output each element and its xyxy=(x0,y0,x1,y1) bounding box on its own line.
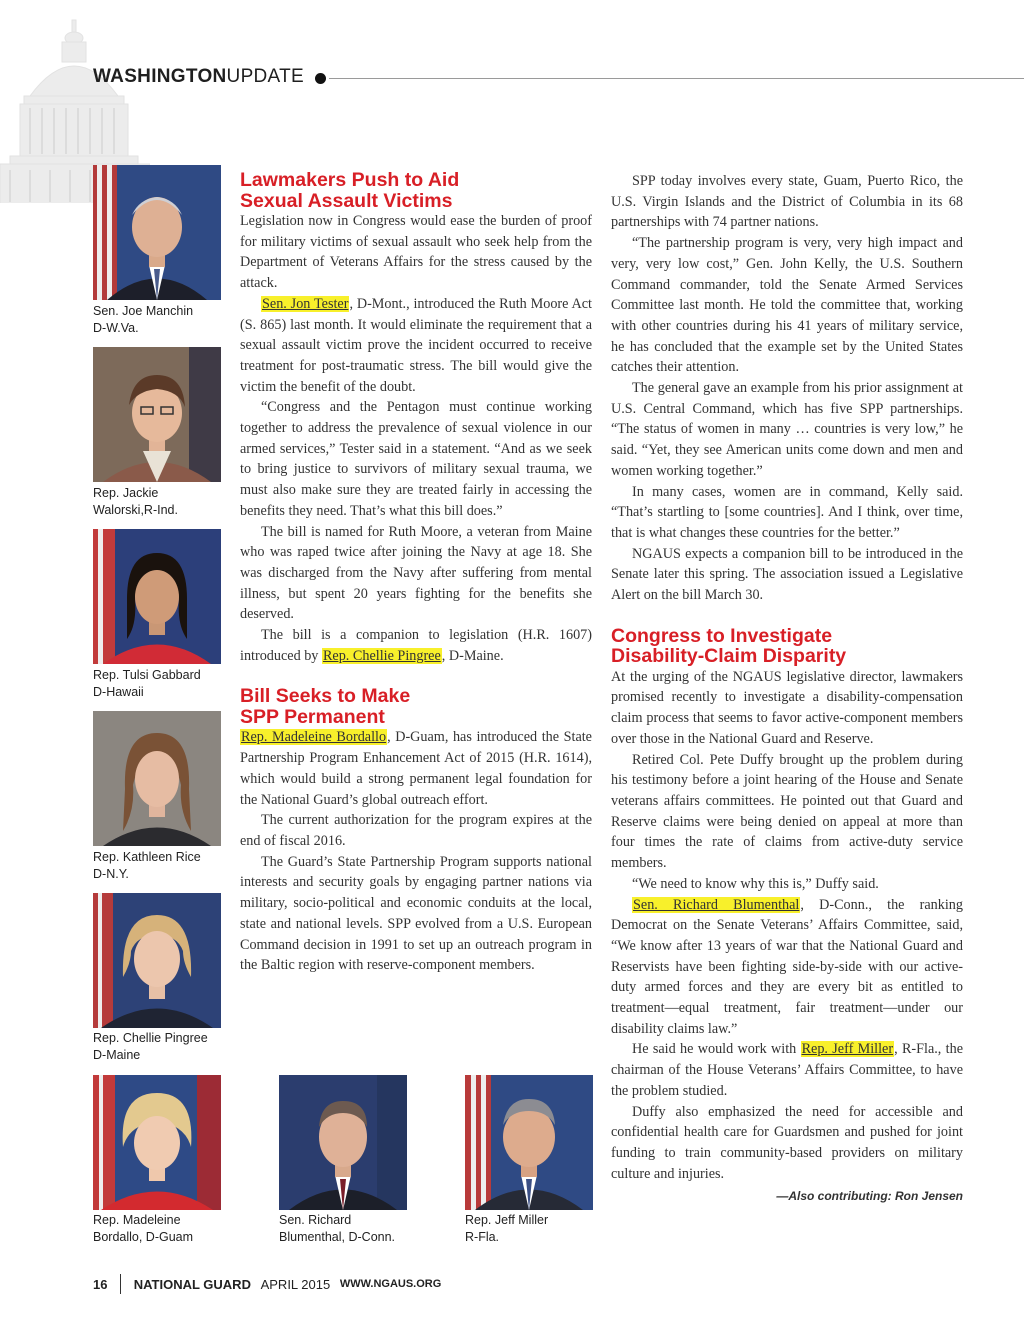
article-paragraph: Legislation now in Congress would ease the burden of proof for military victims of sexual assault who seek help from the Department of Veterans Affairs for the stress caused by the attack. xyxy=(240,213,592,292)
section-title-bold: WASHINGTON xyxy=(93,66,227,87)
highlighted-name: Rep. Jeff Miller xyxy=(801,1041,894,1058)
portrait-name: Rep. Madeleine xyxy=(93,1213,181,1227)
portrait-photo-pingree xyxy=(93,893,221,1028)
portrait-caption-miller xyxy=(465,1212,615,1246)
footer-divider xyxy=(120,1274,121,1294)
section-header xyxy=(93,66,1024,92)
highlighted-name: Sen. Jon Tester xyxy=(262,295,349,312)
portrait-caption-rice xyxy=(93,849,243,883)
portrait-name: Rep. Jackie xyxy=(93,486,159,500)
article-paragraph: The current authorization for the program expires at the end of fiscal 2016. xyxy=(240,812,592,849)
portrait-photo-rice xyxy=(93,711,221,846)
paragraph-text: He said he would work with xyxy=(632,1041,801,1058)
article-paragraph: Retired Col. Pete Duffy brought up the problem during his testimony before a joint hearing of the House and Senate veterans affairs committees. He pointed out that Guard and Reserve claims were being denied on appeal at more than four times the rate of claims from active-duty service members. xyxy=(611,751,963,872)
article-paragraph xyxy=(240,727,592,810)
article-paragraph: “Congress and the Pentagon must continue working together to address the prevalence of sexual violence in our armed services,” Tester said in a statement. “And as we seek to bring justice to survivors of military sexual trauma, we must also make sure they are treated fairly in accessing the benefits they need. That’s what this bill does.” xyxy=(240,399,592,519)
article-paragraph: NGAUS expects a companion bill to be introduced in the Senate later this spring. The association issued a Legislative Alert on the bill March 30. xyxy=(611,545,963,604)
portrait-caption-walorski xyxy=(93,485,243,519)
article-paragraph xyxy=(611,895,963,1040)
highlighted-name: Sen. Richard Blumenthal xyxy=(633,896,800,913)
article-paragraph: “The partnership program is very, very high impact and very, very low cost,” Gen. John Kelly, the U.S. Southern Command commander, told the Senate Armed Services Committee last month. He told the committee that, working with other countries during his 41 years of military service, he has concluded that the example set by the United States catches their attention. xyxy=(611,235,963,376)
article-paragraph: At the urging of the NGAUS legislative director, lawmakers promised recently to investigate a disability-compensation claim process that seems to favor active-component members over those in the National Guard and Reserve. xyxy=(611,668,963,747)
portrait-photo-blumenthal xyxy=(279,1075,407,1210)
portrait-caption-gabbard xyxy=(93,667,243,701)
contributor-credit: —Also contributing: Ron Jensen xyxy=(776,1189,963,1204)
article-paragraph xyxy=(611,1039,963,1101)
header-rule xyxy=(329,78,1024,79)
portrait-caption-pingree xyxy=(93,1030,243,1064)
portrait-party: Walorski,R-Ind. xyxy=(93,503,178,517)
article-paragraph: The bill is named for Ruth Moore, a veteran from Maine who was raped twice after joining the Navy at age 18. She was discharged from the Navy after suffering from mental illness, but spent 20 years fighting for the benefits she deserved. xyxy=(240,523,592,623)
header-bullet xyxy=(315,73,326,84)
article-headline-sexual-assault xyxy=(240,170,592,211)
portrait-party: Bordallo, D-Guam xyxy=(93,1230,194,1244)
paragraph-text: , D-Maine. xyxy=(441,647,504,664)
right-column xyxy=(611,171,963,1207)
article-headline-disability xyxy=(611,626,963,667)
website-link[interactable]: WWW.NGAUS.ORG xyxy=(339,1278,442,1290)
portrait-name: Rep. Tulsi Gabbard xyxy=(93,668,201,682)
paragraph-text: , D-Guam, has introduced the State Partnership Program Enhancement Act of 2015 (H.R. 1614), which would build a strong permanent legal foundation for the National Guard’s global outreach effort. xyxy=(240,729,592,808)
section-title xyxy=(93,66,304,88)
headline-line: Lawmakers Push to Aid xyxy=(240,169,460,191)
page-number: 16 xyxy=(93,1276,108,1292)
highlighted-name: Rep. Madeleine Bordallo xyxy=(241,729,387,746)
portrait-caption-bordallo xyxy=(93,1212,243,1246)
portrait-photo-gabbard xyxy=(93,529,221,664)
paragraph-text: , D-Conn., the ranking Democrat on the Senate Veterans’ Affairs Committee, said, “We know after 13 years of war that the National Guard and Reservists have been fighting side-by-side with our active-duty armed forces and they are every bit as entitled to treatment—equal treatment, fair treatment—under our disability claims law.” xyxy=(611,896,963,1037)
portrait-party: D-Maine xyxy=(93,1048,141,1062)
portrait-party: R-Fla. xyxy=(465,1230,500,1244)
portrait-name: Sen. Joe Manchin xyxy=(93,304,194,318)
issue-date: APRIL 2015 xyxy=(260,1276,331,1292)
headline-line: SPP Permanent xyxy=(240,705,385,728)
article-paragraph: The Guard’s State Partnership Program supports national interests and security goals by engaging partner nations via military, socio-political and economic conduits at the local, state and national levels. SPP evolved from a U.S. European Command decision in 1991 to set up an outreach program in the Baltic region with reserve-component members. xyxy=(240,853,592,974)
portrait-name: Rep. Jeff Miller xyxy=(465,1213,549,1227)
paragraph-text: , R-Fla., the chairman of the House Veterans’ Affairs Committee, to have the problem studied. xyxy=(611,1041,964,1099)
portrait-party: Blumenthal, D-Conn. xyxy=(279,1230,396,1244)
portrait-caption-manchin xyxy=(93,303,243,337)
portrait-photo-bordallo xyxy=(93,1075,221,1210)
magazine-name: NATIONAL GUARD xyxy=(133,1276,251,1292)
portrait-caption-blumenthal xyxy=(279,1212,429,1246)
article-headline-spp xyxy=(240,686,592,727)
article-paragraph xyxy=(240,625,592,666)
portrait-name: Rep. Kathleen Rice xyxy=(93,850,201,864)
article-paragraph: SPP today involves every state, Guam, Puerto Rico, the U.S. Virgin Islands and the District of Columbia in its 68 partnerships with 74 partner nations. xyxy=(611,173,963,231)
portrait-photo-manchin xyxy=(93,165,221,300)
section-title-light: UPDATE xyxy=(226,66,305,87)
portrait-photo-miller xyxy=(465,1075,593,1210)
paragraph-text: , D-Mont., introduced the Ruth Moore Act (S. 865) last month. It would eliminate the requirement that a sexual assault victim prove the incident occurred to receive treatment for post-traumatic stress. The bill would give the victim the benefit of the doubt. xyxy=(240,295,592,395)
page-footer xyxy=(93,1274,441,1296)
headline-line: Sexual Assault Victims xyxy=(240,189,453,212)
headline-line: Congress to Investigate xyxy=(611,624,833,647)
highlighted-name: Rep. Chellie Pingree xyxy=(322,647,441,664)
headline-line: Bill Seeks to Make xyxy=(240,685,411,708)
portrait-name: Rep. Chellie Pingree xyxy=(93,1031,208,1045)
article-paragraph xyxy=(240,294,592,398)
article-paragraph: The general gave an example from his prior assignment at U.S. Central Command, which has five SPP partnerships. “The status of women in many … countries is very low,” he said. “Yet, they see American units come down and men and women working together.” xyxy=(611,380,963,479)
portrait-party: D-Hawaii xyxy=(93,685,144,699)
article-paragraph: “We need to know why this is,” Duffy said. xyxy=(632,875,879,892)
portrait-name: Sen. Richard xyxy=(279,1213,352,1227)
portrait-photo-walorski xyxy=(93,347,221,482)
middle-column xyxy=(240,170,592,976)
article-paragraph: In many cases, women are in command, Kelly said. “That’s startling to [some countries]. And I think, over time, that is what changes these countries for the better.” xyxy=(611,483,963,541)
article-paragraph: Duffy also emphasized the need for accessible and confidential health care for Guardsmen and pushed for joint funding to train community-based providers on military culture and injuries. xyxy=(611,1103,963,1182)
portrait-party: D-W.Va. xyxy=(93,321,139,335)
paragraph-text: The bill is a companion to legislation (H.R. 1607) introduced by xyxy=(240,627,592,664)
headline-line: Disability-Claim Disparity xyxy=(611,645,847,668)
portrait-party: D-N.Y. xyxy=(93,867,129,881)
